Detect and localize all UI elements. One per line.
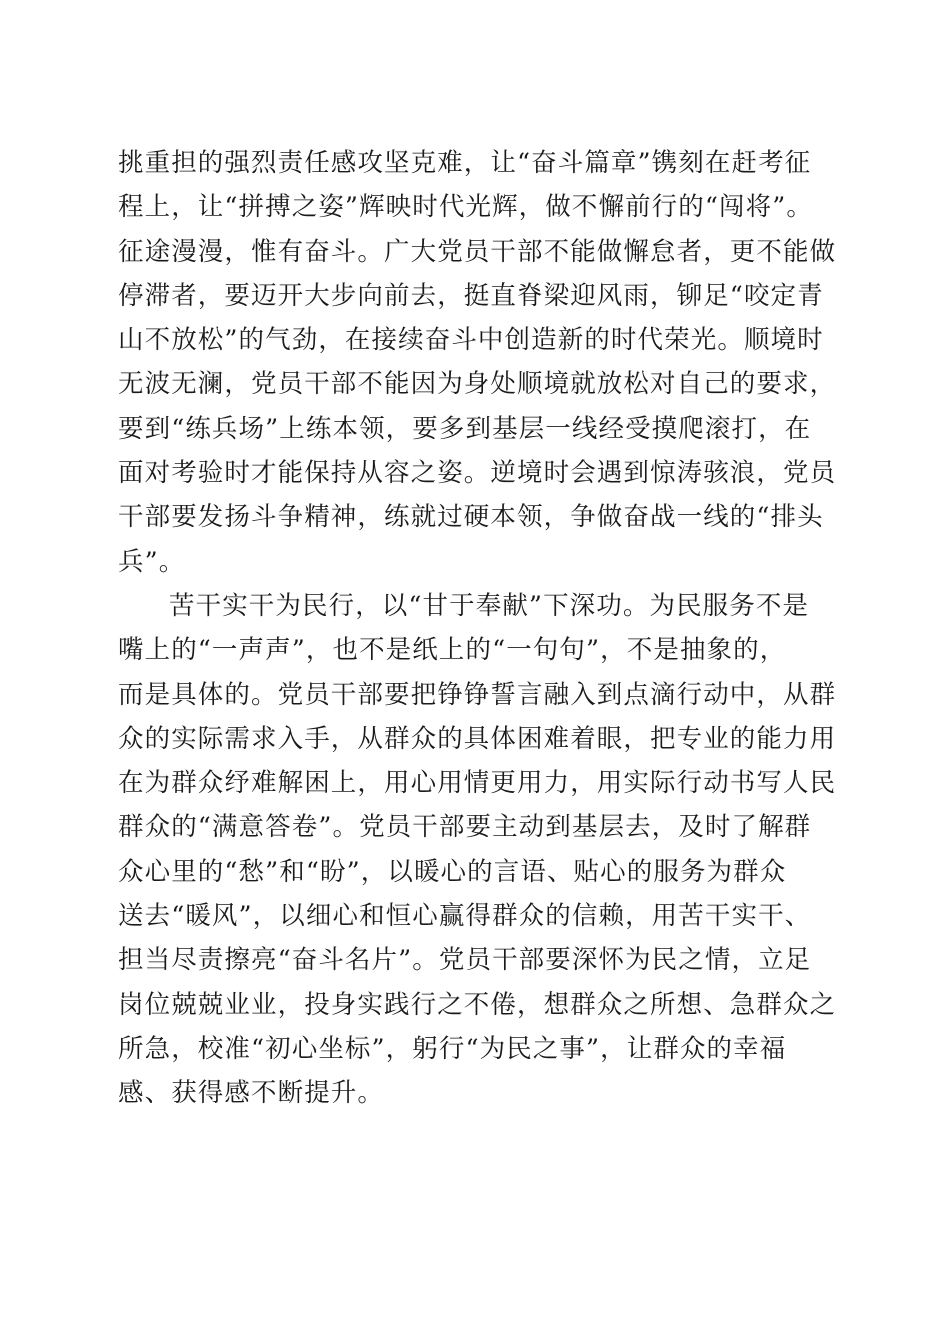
paragraph-1 <box>118 141 837 584</box>
text-line: 岗位兢兢业业，投身实践行之不倦，想群众之所想、急群众之 <box>118 989 837 1020</box>
text-line: 所急，校准“初心坐标”，躬行“为民之事”，让群众的幸福 <box>118 1033 787 1064</box>
text-line: 挑重担的强烈责任感攻坚克难，让“奋斗篇章”镌刻在赶考征 <box>118 148 812 178</box>
text-line: 送去“暖风”，以细心和恒心赢得群众的信赖，用苦干实干、 <box>118 901 812 932</box>
text-line: 众心里的“愁”和“盼”，以暖心的言语、贴心的服务为群众 <box>118 856 787 887</box>
text-line: 感、获得感不断提升。 <box>118 1078 385 1109</box>
text-line: 程上，让“拼搏之姿”辉映时代光辉，做不懈前行的“闯将”。 <box>118 192 813 223</box>
text-line: 在为群众纾难解困上，用心用情更用力，用实际行动书写人民 <box>118 768 837 799</box>
text-line: 苦干实干为民行，以“甘于奉献”下深功。为民服务不是 <box>169 590 810 621</box>
text-line: 无波无澜，党员干部不能因为身处顺境就放松对自己的要求， <box>118 369 837 400</box>
text-line: 要到“练兵场”上练本领，要多到基层一线经受摸爬滚打，在 <box>118 413 812 444</box>
text-line: 面对考验时才能保持从容之姿。逆境时会遇到惊涛骇浪，党员 <box>118 458 837 489</box>
text-line: 而是具体的。党员干部要把铮铮誓言融入到点滴行动中，从群 <box>118 679 837 710</box>
text-line: 停滞者，要迈开大步向前去，挺直脊梁迎风雨，铆足“咬定青 <box>118 280 824 311</box>
text-line: 兵”。 <box>118 546 186 577</box>
paragraph-2 <box>118 584 837 1116</box>
text-line: 山不放松”的气劲，在接续奋斗中创造新的时代荣光。顺境时 <box>118 325 824 356</box>
text-line: 担当尽责擦亮“奋斗名片”。党员干部要深怀为民之情，立足 <box>118 945 812 976</box>
text-line: 征途漫漫，惟有奋斗。广大党员干部不能做懈怠者，更不能做 <box>118 236 837 267</box>
text-line: 干部要发扬斗争精神，练就过硬本领，争做奋战一线的“排头 <box>118 502 824 533</box>
text-line: 嘴上的“一声声”，也不是纸上的“一句句”，不是抽象的， <box>118 635 787 666</box>
text-line: 众的实际需求入手，从群众的具体困难着眼，把专业的能力用 <box>118 723 837 754</box>
body-text <box>118 141 837 1116</box>
text-line: 群众的“满意答卷”。党员干部要主动到基层去，及时了解群 <box>118 812 812 843</box>
